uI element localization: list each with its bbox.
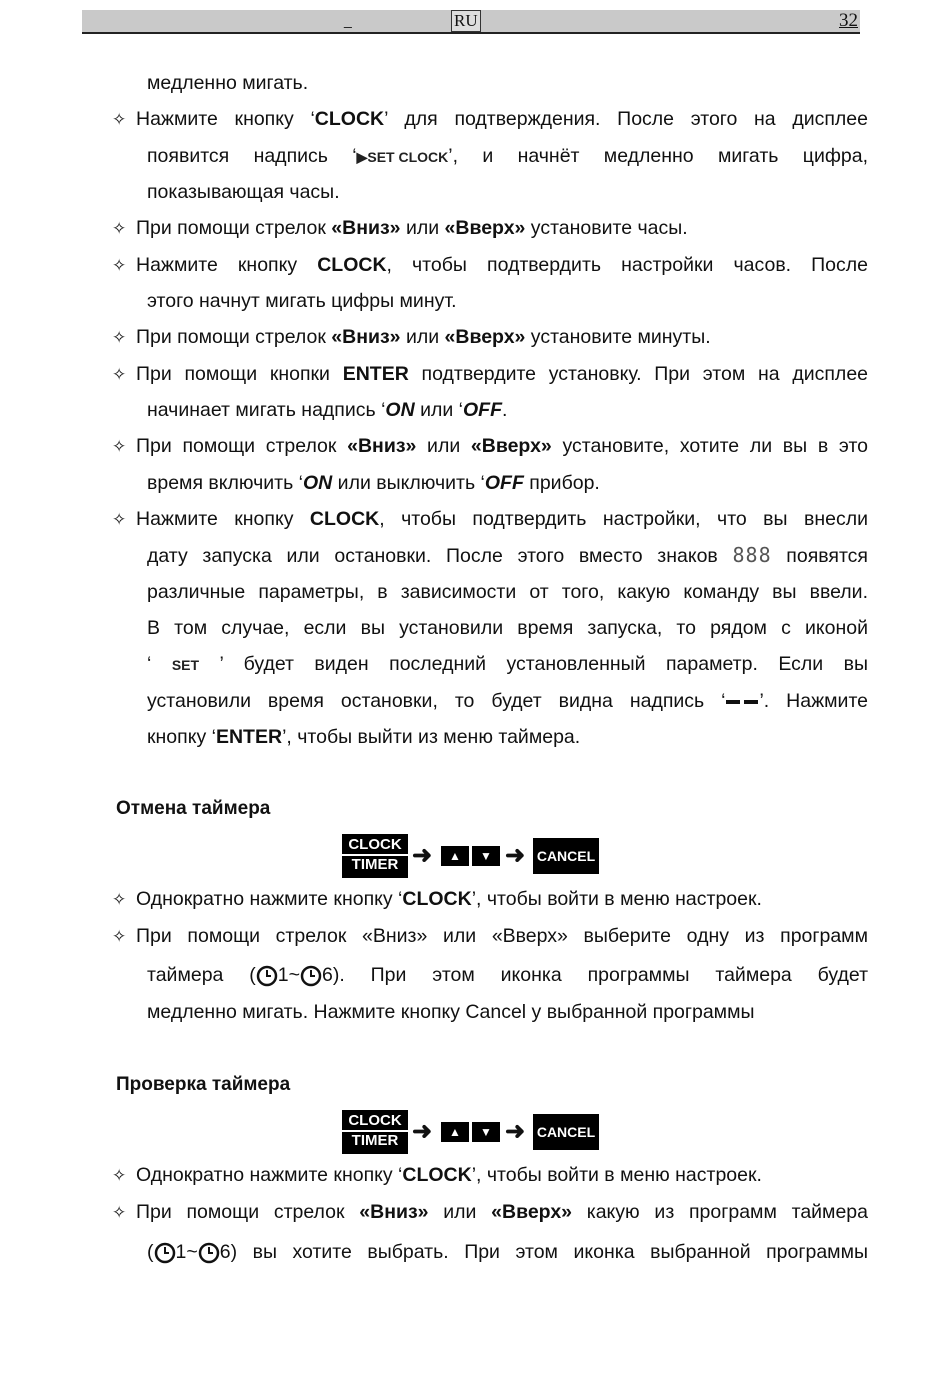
bullet-icon: ✧ [112,219,127,238]
button-sequence-check [342,1110,600,1154]
text-line: установили время остановки, то будет видна надпись ‘ ’. Нажмите [147,690,868,712]
bullet-item: ✧ Нажмите кнопку CLOCK, чтобы подтвердить настройки, что вы внесли [112,508,868,530]
cancel-button-icon: CANCEL [533,1114,599,1150]
text-line: появится надпись ‘▶SET CLOCK’, и начнёт медленно мигать цифра, [147,145,868,167]
set-display-icon: SET [171,656,200,673]
up-arrow-button-icon: ▲ [441,846,469,866]
header-underscore: _ [344,12,352,28]
bullet-icon: ✧ [112,256,127,275]
bullet-icon: ✧ [112,328,127,347]
bullet-item: ✧ Однократно нажмите кнопку ‘CLOCK’, чтобы войти в меню настроек. [112,1164,762,1186]
section-heading-cancel: Отмена таймера [116,798,271,819]
bullet-icon: ✧ [112,1203,127,1222]
down-arrow-button-icon: ▼ [472,846,500,866]
text-line: таймера ( 1~ 6). При этом иконка программы таймера будет [147,964,868,986]
text-line: начинает мигать надпись ‘ON или ‘OFF. [147,399,508,421]
page-header [82,10,860,34]
bullet-icon: ✧ [112,927,127,946]
down-arrow-button-icon: ▼ [472,1122,500,1142]
bullet-item: ✧ При помощи стрелок «Вниз» или «Вверх» установите, хотите ли вы в это [112,435,868,457]
bullet-item: ✧ При помощи стрелок «Вниз» или «Вверх» установите часы. [112,217,688,239]
set-clock-display-icon: ▶SET CLOCK [356,148,449,165]
arrow-right-icon: ➜ [412,1118,433,1145]
bullet-item: ✧ Однократно нажмите кнопку ‘CLOCK’, чтобы войти в меню настроек. [112,888,762,910]
clock-icon [198,1242,220,1264]
clock-timer-button-icon: CLOCK TIMER [342,834,408,878]
clock-timer-button-icon: CLOCK TIMER [342,1110,408,1154]
text-line: медленно мигать. Нажмите кнопку Cancel у выбранной программы [147,1001,755,1023]
bullet-item: ✧ Нажмите кнопку ‘CLOCK’ для подтверждения. После этого на дисплее [112,108,868,130]
text-line: различные параметры, в зависимости от того, какую команду вы ввели. [147,581,868,603]
clock-icon [154,1242,176,1264]
text-line: этого начнут мигать цифры минут. [147,290,457,312]
bullet-item: ✧ При помощи кнопки ENTER подтвердите установку. При этом на дисплее [112,363,869,385]
button-sequence-cancel [342,834,600,878]
bullet-item: ✧ Нажмите кнопку CLOCK, чтобы подтвердить настройки часов. После [112,254,869,276]
bullet-item: ✧ При помощи стрелок «Вниз» или «Вверх» какую из программ таймера [112,1201,868,1223]
bullet-icon: ✧ [112,890,127,909]
bullet-icon: ✧ [112,365,127,384]
text-line: В том случае, если вы установили время запуска, то рядом с иконой [147,617,868,639]
text-line: медленно мигать. [147,72,309,94]
arrow-right-icon: ➜ [412,842,433,869]
bullet-icon: ✧ [112,1166,127,1185]
page-number: 32 [839,10,858,31]
segment-display-icon: 888 [732,543,772,567]
text-line: дату запуска или остановки. После этого вместо знаков 888 появятся [147,543,868,567]
bullet-item: ✧ При помощи стрелок «Вниз» или «Вверх» установите минуты. [112,326,711,348]
bullet-item: ✧ При помощи стрелок «Вниз» или «Вверх» выберите одну из программ [112,925,868,947]
clock-icon [300,965,322,987]
text-line: ( 1~ 6) вы хотите выбрать. При этом иконка выбранной программы [147,1241,868,1263]
text-line: время включить ‘ON или выключить ‘OFF прибор. [147,472,600,494]
bullet-icon: ✧ [112,110,127,129]
arrow-right-icon: ➜ [505,842,526,869]
language-label: RU [451,10,481,32]
section-heading-check: Проверка таймера [116,1074,291,1095]
up-arrow-button-icon: ▲ [441,1122,469,1142]
cancel-button-icon: CANCEL [533,838,599,874]
double-dash-icon [725,697,759,707]
text-line: показывающая часы. [147,181,340,203]
bullet-icon: ✧ [112,437,127,456]
text-line: кнопку ‘ENTER’, чтобы выйти из меню таймера. [147,726,581,748]
arrow-right-icon: ➜ [505,1118,526,1145]
bullet-icon: ✧ [112,510,127,529]
clock-icon [256,965,278,987]
text-line: ‘ SET ’ будет виден последний установленный параметр. Если вы [147,653,868,675]
